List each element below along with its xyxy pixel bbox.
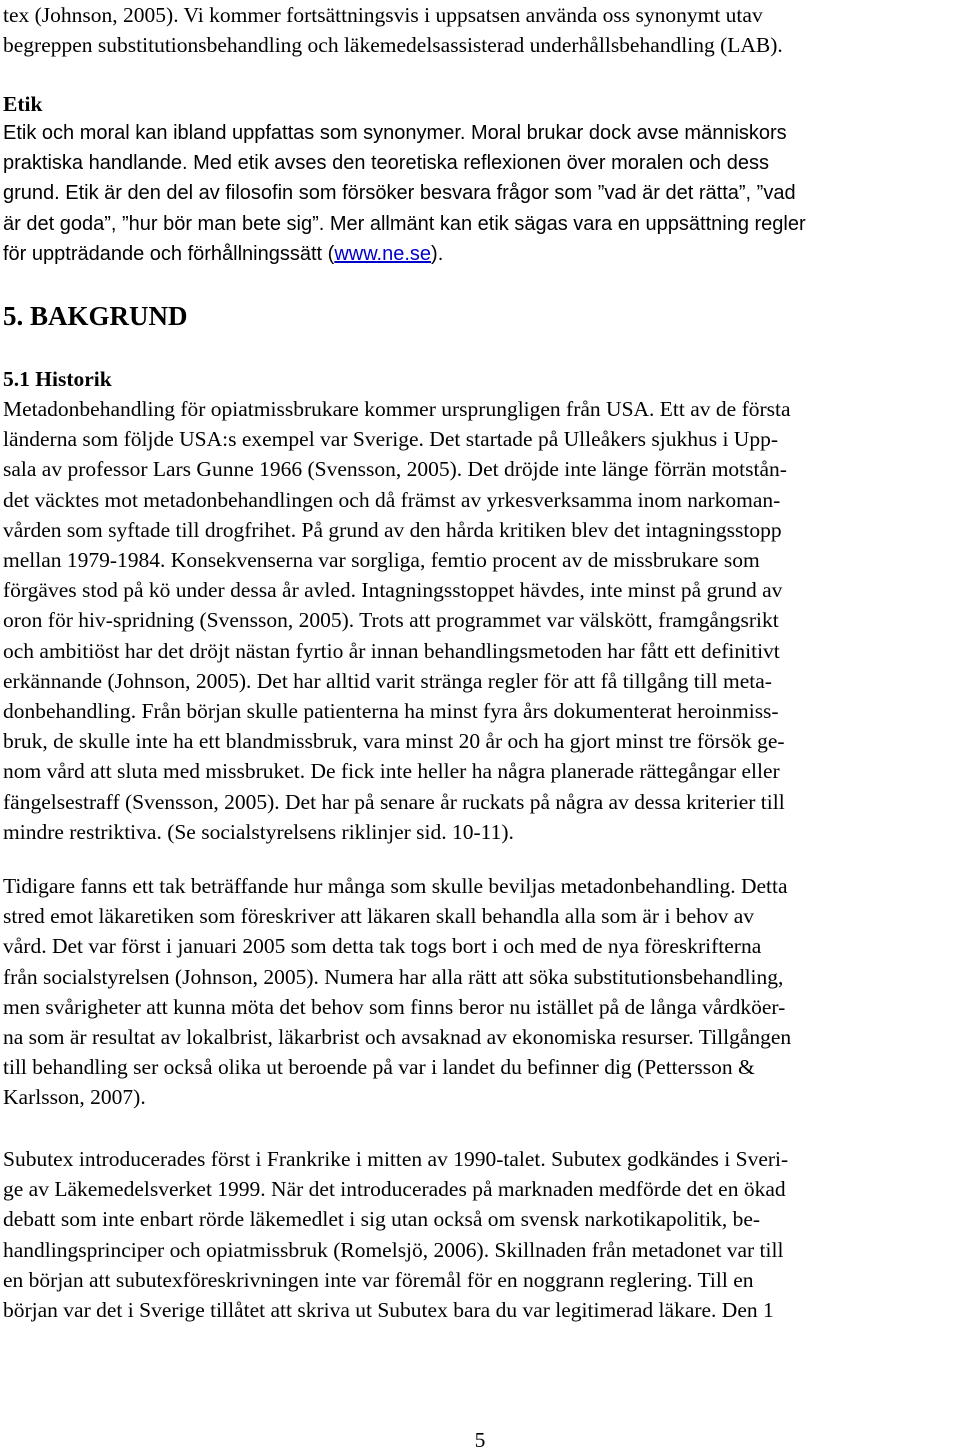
- text-line: mellan 1979-1984. Konsekvenserna var sorgliga, femtio procent av de missbrukare som: [3, 548, 760, 573]
- subsection-heading: 5.1 Historik: [3, 367, 112, 391]
- section-heading: 5. BAKGRUND: [3, 301, 188, 331]
- text-fragment: ).: [431, 242, 444, 265]
- text-line: sala av professor Lars Gunne 1966 (Svensson, 2005). Det dröjde inte länge förrän motstån-: [3, 457, 787, 482]
- text-line: Karlsson, 2007).: [3, 1085, 146, 1110]
- text-line: vård. Det var först i januari 2005 som detta tak togs bort i och med de nya föreskrifterna: [3, 934, 762, 959]
- text-line: det väcktes mot metadonbehandlingen och då främst av yrkesverksamma inom narkoman-: [3, 487, 781, 512]
- text-line: oron för hiv-spridning (Svensson, 2005). Trots att programmet var välskött, framgångsrikt: [3, 608, 779, 633]
- text-line: vården som syftade till drogfrihet. På grund av den hårda kritiken blev det intagningsstopp: [3, 517, 782, 542]
- text-line: debatt som inte enbart rörde läkemedlet i sig utan också om svensk narkotikapolitik, be-: [3, 1207, 761, 1232]
- text-line: Tidigare fanns ett tak beträffande hur många som skulle beviljas metadonbehandling. Detta: [3, 874, 788, 898]
- historik-paragraph: [3, 394, 791, 847]
- text-line: ge av Läkemedelsverket 1999. När det introducerades på marknaden medförde det en ökad: [3, 1177, 786, 1202]
- text-line: stred emot läkaretiken som föreskriver att läkaren skall behandla alla som är i behov av: [3, 904, 755, 929]
- text-line: nom vård att sluta med missbruket. De fick inte heller ha några planerade rättegångar eller: [3, 759, 780, 784]
- text-line: Subutex introducerades först i Frankrike i mitten av 1990-talet. Subutex godkändes i Sveri-: [3, 1147, 789, 1171]
- text-line: begreppen substitutionsbehandling och läkemedelsassisterad underhållsbehandling (LAB).: [3, 33, 783, 58]
- intro-paragraph: [3, 0, 783, 60]
- ne-se-link[interactable]: www.ne.se: [334, 242, 432, 265]
- text-line-with-link: [3, 239, 806, 269]
- etik-heading: Etik: [3, 92, 43, 116]
- text-line: erkännande (Johnson, 2005). Det har alltid varit stränga regler för att få tillgång till meta-: [3, 668, 772, 693]
- text-line: Metadonbehandling för opiatmissbrukare kommer ursprungligen från USA. Ett av de första: [3, 397, 791, 421]
- text-line: från socialstyrelsen (Johnson, 2005). Numera har alla rätt att söka substitutionsbehandling,: [3, 964, 784, 989]
- text-line: tex (Johnson, 2005). Vi kommer fortsättningsvis i uppsatsen använda oss synonymt utav: [3, 3, 763, 27]
- text-line: förgäves stod på kö under dessa år avled. Intagningsstoppet hävdes, inte minst på grund av: [3, 578, 783, 603]
- text-fragment: för uppträdande och förhållningssätt (: [3, 242, 335, 265]
- text-line: Etik och moral kan ibland uppfattas som synonymer. Moral brukar dock avse människors: [3, 122, 787, 144]
- tidigare-paragraph: [3, 871, 791, 1113]
- text-line: men svårigheter att kunna möta det behov som finns beror nu istället på de långa vårdköer-: [3, 994, 786, 1019]
- text-line: är det goda”, ”hur bör man bete sig”. Mer allmänt kan etik sägas vara en uppsättning regler: [3, 212, 806, 235]
- text-line: en början att subutexföreskrivningen inte var föremål för en noggrann reglering. Till en: [3, 1267, 754, 1292]
- text-line: grund. Etik är den del av filosofin som försöker besvara frågor som ”vad är det rätta”, ”vad: [3, 182, 796, 205]
- text-line: fängelsestraff (Svensson, 2005). Det har på senare år ruckats på några av dessa kriterier till: [3, 789, 785, 814]
- etik-paragraph: [3, 118, 806, 269]
- text-line: handlingsprinciper och opiatmissbruk (Romelsjö, 2006). Skillnaden från metadonet var till: [3, 1237, 784, 1262]
- text-line: donbehandling. Från början skulle patienterna ha minst fyra års dokumenterat heroinmiss-: [3, 699, 779, 724]
- subutex-paragraph: [3, 1144, 788, 1325]
- text-line: början var det i Sverige tillåtet att skriva ut Subutex bara du var legitimerad läkare. Den 1: [3, 1298, 774, 1323]
- text-line: länderna som följde USA:s exempel var Sverige. Det startade på Ulleåkers sjukhus i Upp-: [3, 427, 778, 452]
- text-line: bruk, de skulle inte ha ett blandmissbruk, vara minst 20 år och ha gjort minst tre försök ge-: [3, 729, 785, 754]
- page-number: 5: [474, 1428, 486, 1452]
- text-line: mindre restriktiva. (Se socialstyrelsens riklinjer sid. 10-11).: [3, 819, 514, 844]
- text-line: och ambitiöst har det dröjt nästan fyrtio år innan behandlingsmetoden har fått ett definitivt: [3, 638, 780, 663]
- text-line: till behandling ser också olika ut beroende på var i landet du befinner dig (Pettersson &: [3, 1055, 755, 1080]
- text-line: na som är resultat av lokalbrist, läkarbrist och avsaknad av ekonomiska resurser. Tillgången: [3, 1025, 792, 1050]
- text-line: praktiska handlande. Med etik avses den teoretiska reflexionen över moralen och dess: [3, 152, 769, 175]
